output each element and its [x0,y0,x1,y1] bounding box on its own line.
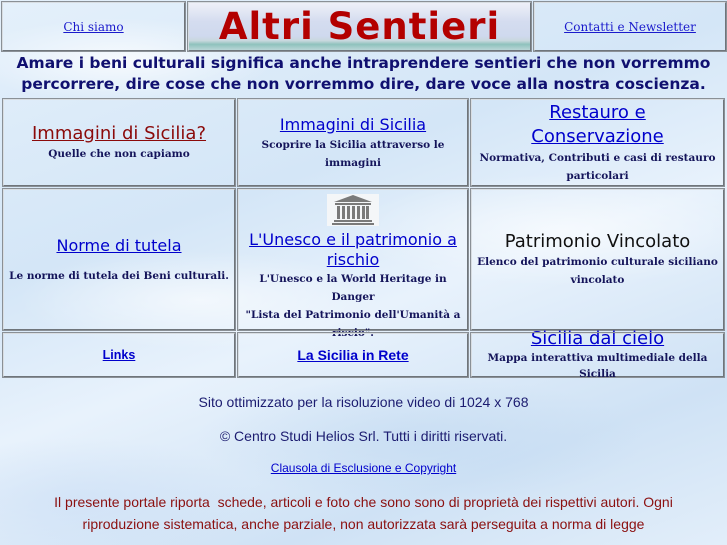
motto-line-1: Amare i beni culturali significa anche intraprendere sentieri che non vorremmo [16,54,711,72]
restauro-conservazione-link[interactable]: Restauro e Conservazione [531,101,664,147]
cell-desc: Scoprire la Sicilia attraverso le [261,138,445,151]
cell-desc: immagini [325,156,381,169]
cell-unesco [237,188,469,339]
cell-desc: Mappa interattiva multimediale della Sicilia [487,352,708,380]
chi-siamo-link[interactable]: Chi siamo [63,19,124,34]
immagini-di-sicilia-question-link[interactable]: Immagini di Sicilia? [31,122,207,144]
motto [0,53,727,95]
header-right-cell [533,1,727,52]
cell-links [2,332,236,378]
sicilia-dal-cielo-link[interactable]: Sicilia dal cielo [530,328,665,349]
copyright-notice [0,491,727,535]
unesco-patrimonio-rischio-link[interactable]: L'Unesco e il patrimonio a rischio [249,230,457,269]
norme-di-tutela-link[interactable]: Norme di tutela [56,235,182,255]
notice-line-2: riproduzione sistematica, anche parziale, non autorizzata sarà perseguita a norma di legge [82,516,645,532]
cell-desc: vincolato [570,273,625,286]
immagini-di-sicilia-link[interactable]: Immagini di Sicilia [279,114,427,134]
cell-desc: Elenco del patrimonio culturale siciliano [477,255,718,268]
notice-line-1: Il presente portale riporta schede, articoli e foto che sono sono di proprietà dei rispettivi autori. Ogni [54,494,673,510]
cell-desc: Normativa, Contributi e casi di restauro [479,151,716,164]
cell-immagini-sicilia [237,98,469,187]
cell-desc: Le norme di tutela dei Beni culturali. [9,269,229,282]
cell-desc: Quelle che non capiamo [48,147,190,160]
disclaimer-row [0,461,727,475]
cell-sicilia-dal-cielo [470,328,725,380]
cell-desc: particolari [566,169,629,182]
cell-sicilia-in-rete [237,332,469,378]
header-bar [1,1,726,52]
cell-immagini-sicilia-question [2,98,236,187]
unesco-logo-icon [327,194,379,226]
contatti-newsletter-link[interactable]: Contatti e Newsletter [564,19,696,34]
cell-desc: "Lista del Patrimonio dell'Umanità a [245,309,461,321]
cell-patrimonio-vincolato [470,188,725,331]
copyright-text: © Centro Studi Helios Srl. Tutti i diritti riservati. [219,428,508,444]
cell-norme-tutela [2,188,236,331]
patrimonio-vincolato-link[interactable]: Patrimonio Vincolato [504,230,691,252]
navigation-grid [2,98,725,379]
motto-line-2: percorrere, dire cose che non vorremmo dire, dare voce alla nostra coscienza. [21,75,706,93]
header-title-banner [187,1,532,52]
cell-desc: L'Unesco e la World Heritage in Danger [259,273,447,303]
resolution-note: Sito ottimizzato per la risoluzione video di 1024 x 768 [198,394,529,410]
clausola-esclusione-link[interactable]: Clausola di Esclusione e Copyright [270,461,457,475]
cell-desc: riscio". [332,327,374,339]
header-left-cell [1,1,186,52]
cell-restauro [470,98,725,187]
links-link[interactable]: Links [102,348,136,362]
site-title: Altri Sentieri [218,5,501,48]
la-sicilia-in-rete-link[interactable]: La Sicilia in Rete [297,347,409,363]
